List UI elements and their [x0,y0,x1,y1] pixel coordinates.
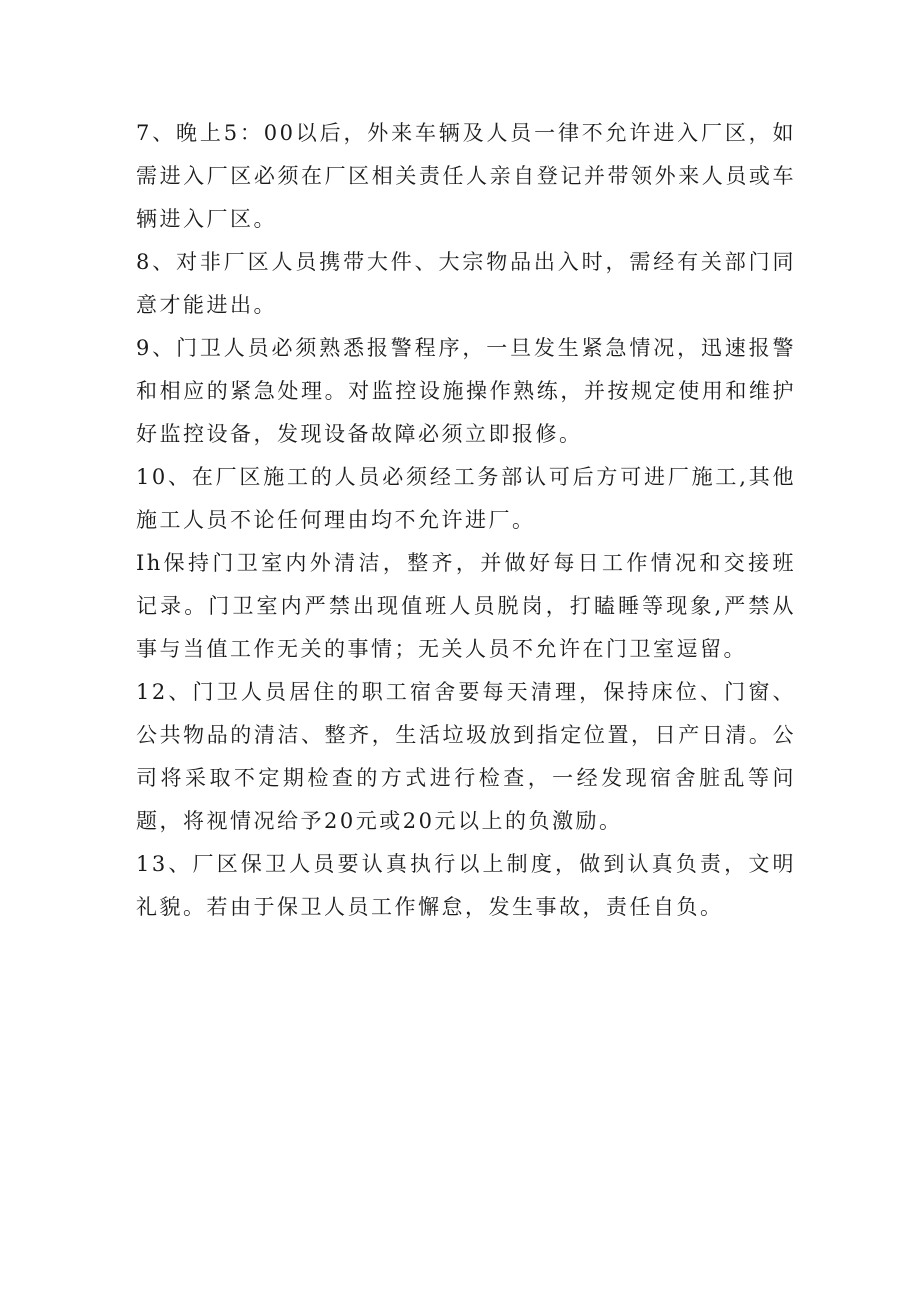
paragraph-11: Ih保持门卫室内外清洁，整齐，并做好每日工作情况和交接班记录。门卫室内严禁出现值班人员脱岗，打瞌睡等现象,严禁从事与当值工作无关的事情；无关人员不允许在门卫室逗留。 [136,551,796,661]
paragraph-10: 10、在厂区施工的人员必须经工务部认可后方可进厂施工,其他施工人员不论任何理由均不允许进厂。 [136,465,796,532]
paragraph-8: 8、对非厂区人员携带大件、大宗物品出入时，需经有关部门同意才能进出。 [136,250,796,317]
paragraph-12: 12、门卫人员居住的职工宿舍要每天清理，保持床位、门窗、公共物品的清洁、整齐，生活垃圾放到指定位置，日产日清。公司将采取不定期检查的方式进行检查，一经发现宿舍脏乱等问题，将视情况给予20元或20元以上的负激励。 [136,680,796,833]
paragraph-13: 13、厂区保卫人员要认真执行以上制度，做到认真负责，文明礼貌。若由于保卫人员工作懈怠，发生事故，责任自负。 [136,852,796,919]
document-body [136,112,796,929]
paragraph-7: 7、晚上5：00以后，外来车辆及人员一律不允许进入厂区，如需进入厂区必须在厂区相关责任人亲自登记并带领外来人员或车辆进入厂区。 [136,121,796,231]
paragraph-9: 9、门卫人员必须熟悉报警程序，一旦发生紧急情况，迅速报警和相应的紧急处理。对监控设施操作熟练，并按规定使用和维护好监控设备，发现设备故障必须立即报修。 [136,336,796,446]
